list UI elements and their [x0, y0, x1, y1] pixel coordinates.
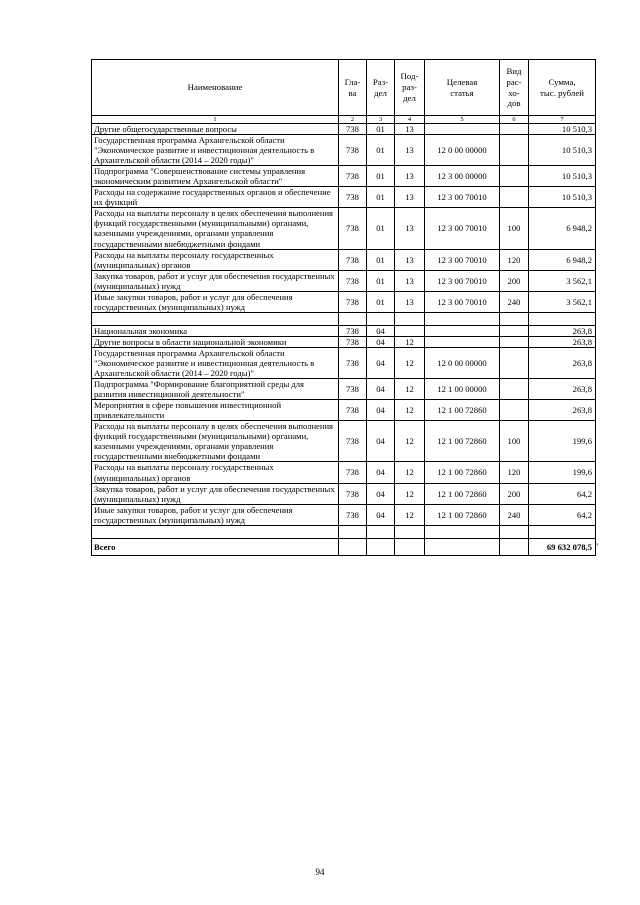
- row-podrazdel: 12: [395, 504, 425, 525]
- empty-cell: [425, 312, 500, 325]
- row-vid: 100: [500, 421, 529, 462]
- column-number-row: [92, 116, 596, 124]
- row-statya: 12 0 00 00000: [425, 347, 500, 378]
- total-sum-cell: [529, 538, 599, 555]
- empty-cell: [500, 538, 529, 555]
- empty-cell: [500, 525, 529, 538]
- header-vid: Вид рас- хо- дов: [500, 60, 529, 116]
- row-podrazdel: 12: [395, 379, 425, 400]
- empty-cell: [395, 538, 425, 555]
- total-label: Всего: [92, 538, 339, 555]
- row-vid: [500, 124, 529, 135]
- row-vid: [500, 166, 529, 187]
- row-podrazdel: 12: [395, 421, 425, 462]
- row-vid: [500, 325, 529, 336]
- empty-cell: [367, 538, 395, 555]
- row-glava: 738: [339, 124, 367, 135]
- empty-cell: [367, 312, 395, 325]
- row-vid: 100: [500, 208, 529, 249]
- row-statya: 12 3 00 70010: [425, 291, 500, 312]
- table-row: [92, 336, 596, 347]
- row-name: Другие общегосударственные вопросы: [92, 124, 339, 135]
- row-glava: 738: [339, 336, 367, 347]
- empty-cell: [367, 525, 395, 538]
- row-statya: 12 0 00 00000: [425, 135, 500, 166]
- row-summa: 10 510,3: [529, 124, 596, 135]
- row-name: Иные закупки товаров, работ и услуг для обеспечения государственных (муниципальных) нужд: [92, 291, 339, 312]
- table-body: [92, 124, 596, 539]
- empty-cell: [425, 525, 500, 538]
- row-name: Иные закупки товаров, работ и услуг для обеспечения государственных (муниципальных) нужд: [92, 504, 339, 525]
- row-razdel: 04: [367, 483, 395, 504]
- row-statya: 12 1 00 72860: [425, 504, 500, 525]
- total-sum: [546, 541, 599, 552]
- row-statya: 12 3 00 70010: [425, 187, 500, 208]
- row-vid: 240: [500, 504, 529, 525]
- row-name: Расходы на содержание государственных органов и обеспечение их функций: [92, 187, 339, 208]
- row-summa: 64,2: [529, 483, 596, 504]
- row-statya: 12 3 00 00000: [425, 166, 500, 187]
- row-razdel: 04: [367, 504, 395, 525]
- empty-cell: [339, 312, 367, 325]
- row-statya: 12 1 00 72860: [425, 483, 500, 504]
- row-razdel: 01: [367, 208, 395, 249]
- table-row: [92, 421, 596, 462]
- row-glava: 738: [339, 135, 367, 166]
- table-row: [92, 462, 596, 483]
- row-podrazdel: 13: [395, 208, 425, 249]
- table-row: [92, 124, 596, 135]
- table-row: [92, 400, 596, 421]
- table-row: [92, 483, 596, 504]
- row-name: Подпрограмма "Формирование благоприятной среды для развития инвестиционной деятельности": [92, 379, 339, 400]
- row-name: Расходы на выплаты персоналу государственных (муниципальных) органов: [92, 249, 339, 270]
- row-statya: [425, 124, 500, 135]
- row-statya: [425, 325, 500, 336]
- row-razdel: 04: [367, 325, 395, 336]
- row-name: Расходы на выплаты персоналу в целях обеспечения выполнения функций государственными (муниципальными) органами, казенными учреждениями, органами управления государственными внебюджетными фондами: [92, 421, 339, 462]
- closing-quote: ": [595, 541, 599, 551]
- row-glava: 738: [339, 421, 367, 462]
- header-statya: Целевая статья: [425, 60, 500, 116]
- row-summa: 3 562,1: [529, 270, 596, 291]
- row-summa: 263,8: [529, 336, 596, 347]
- table-head: [92, 60, 596, 124]
- row-razdel: 04: [367, 400, 395, 421]
- header-razdel: Раз- дел: [367, 60, 395, 116]
- column-number: 2: [339, 116, 367, 124]
- row-summa: 199,6: [529, 421, 596, 462]
- header-podrazdel: Под- раз- дел: [395, 60, 425, 116]
- row-razdel: 01: [367, 270, 395, 291]
- row-glava: 738: [339, 270, 367, 291]
- table-row: [92, 249, 596, 270]
- table-row: [92, 166, 596, 187]
- row-razdel: 04: [367, 347, 395, 378]
- row-razdel: 04: [367, 462, 395, 483]
- row-name: Национальная экономика: [92, 325, 339, 336]
- table-row: [92, 379, 596, 400]
- row-glava: 738: [339, 347, 367, 378]
- row-glava: 738: [339, 187, 367, 208]
- row-podrazdel: 12: [395, 347, 425, 378]
- row-vid: [500, 187, 529, 208]
- row-vid: [500, 347, 529, 378]
- row-name: Мероприятия в сфере повышения инвестиционной привлекательности: [92, 400, 339, 421]
- row-podrazdel: 13: [395, 187, 425, 208]
- empty-cell: [425, 538, 500, 555]
- row-name: Государственная программа Архангельской области "Экономическое развитие и инвестиционная деятельность в Архангельской области (2014 – 2020 годы)": [92, 347, 339, 378]
- row-summa: 199,6: [529, 462, 596, 483]
- row-summa: 10 510,3: [529, 135, 596, 166]
- row-podrazdel: 12: [395, 462, 425, 483]
- row-statya: 12 3 00 70010: [425, 249, 500, 270]
- table-foot: [92, 538, 599, 555]
- row-vid: 200: [500, 270, 529, 291]
- row-name: Закупка товаров, работ и услуг для обеспечения государственных (муниципальных) нужд: [92, 270, 339, 291]
- column-number: 4: [395, 116, 425, 124]
- row-name: Государственная программа Архангельской области "Экономическое развитие и инвестиционная деятельность в Архангельской области (2014 – 2020 годы)": [92, 135, 339, 166]
- row-summa: 6 948,2: [529, 208, 596, 249]
- blank-row: [92, 312, 596, 325]
- row-glava: 738: [339, 325, 367, 336]
- row-vid: 200: [500, 483, 529, 504]
- row-podrazdel: 13: [395, 135, 425, 166]
- row-summa: 263,8: [529, 379, 596, 400]
- page-number: 94: [315, 867, 325, 877]
- row-glava: 738: [339, 166, 367, 187]
- row-name: Закупка товаров, работ и услуг для обеспечения государственных (муниципальных) нужд: [92, 483, 339, 504]
- empty-cell: [92, 525, 339, 538]
- row-razdel: 01: [367, 249, 395, 270]
- blank-row: [92, 525, 596, 538]
- row-razdel: 01: [367, 135, 395, 166]
- empty-cell: [395, 312, 425, 325]
- row-vid: [500, 400, 529, 421]
- row-name: Расходы на выплаты персоналу государственных (муниципальных) органов: [92, 462, 339, 483]
- row-podrazdel: 12: [395, 400, 425, 421]
- row-razdel: 01: [367, 124, 395, 135]
- row-summa: 64,2: [529, 504, 596, 525]
- row-glava: 738: [339, 291, 367, 312]
- row-statya: 12 1 00 72860: [425, 400, 500, 421]
- empty-cell: [500, 312, 529, 325]
- column-number: 7: [529, 116, 596, 124]
- row-vid: [500, 135, 529, 166]
- row-statya: 12 1 00 72860: [425, 462, 500, 483]
- table-row: [92, 504, 596, 525]
- row-vid: [500, 379, 529, 400]
- row-razdel: 01: [367, 187, 395, 208]
- row-statya: 12 1 00 00000: [425, 379, 500, 400]
- row-razdel: 04: [367, 336, 395, 347]
- row-glava: 738: [339, 483, 367, 504]
- table-row: [92, 208, 596, 249]
- row-vid: 120: [500, 462, 529, 483]
- empty-cell: [529, 312, 596, 325]
- empty-cell: [395, 525, 425, 538]
- table-row: [92, 270, 596, 291]
- table-row: [92, 325, 596, 336]
- header-glava: Гла- ва: [339, 60, 367, 116]
- row-statya: 12 1 00 72860: [425, 421, 500, 462]
- row-podrazdel: 13: [395, 270, 425, 291]
- row-glava: 738: [339, 462, 367, 483]
- header-name: Наименование: [92, 60, 339, 116]
- row-statya: 12 3 00 70010: [425, 270, 500, 291]
- table-row: [92, 187, 596, 208]
- row-podrazdel: 13: [395, 249, 425, 270]
- row-razdel: 04: [367, 379, 395, 400]
- empty-cell: [529, 525, 596, 538]
- row-summa: 263,8: [529, 400, 596, 421]
- header-row: [92, 60, 596, 116]
- row-name: Подпрограмма "Совершенствование системы управления экономическим развитием Архангельской области": [92, 166, 339, 187]
- column-number: 6: [500, 116, 529, 124]
- total-row: [92, 538, 596, 555]
- row-statya: 12 3 00 70010: [425, 208, 500, 249]
- empty-cell: [92, 312, 339, 325]
- row-glava: 738: [339, 249, 367, 270]
- row-podrazdel: [395, 325, 425, 336]
- row-vid: [500, 336, 529, 347]
- table-row: [92, 135, 596, 166]
- table-row: [92, 291, 596, 312]
- row-podrazdel: 13: [395, 291, 425, 312]
- header-summa: Сумма, тыс. рублей: [529, 60, 596, 116]
- row-vid: 120: [500, 249, 529, 270]
- row-razdel: 04: [367, 421, 395, 462]
- row-glava: 738: [339, 379, 367, 400]
- row-name: Расходы на выплаты персоналу в целях обеспечения выполнения функций государственными (муниципальными) органами, казенными учреждениями, органами управления государственными внебюджетными фондами: [92, 208, 339, 249]
- total-sum-value: 69 632 078,5: [546, 541, 592, 552]
- row-summa: 263,8: [529, 325, 596, 336]
- row-summa: 6 948,2: [529, 249, 596, 270]
- column-number: 3: [367, 116, 395, 124]
- row-statya: [425, 336, 500, 347]
- row-razdel: 01: [367, 291, 395, 312]
- column-number: 5: [425, 116, 500, 124]
- row-podrazdel: 12: [395, 336, 425, 347]
- row-name: Другие вопросы в области национальной экономики: [92, 336, 339, 347]
- empty-cell: [339, 538, 367, 555]
- row-glava: 738: [339, 208, 367, 249]
- row-summa: 3 562,1: [529, 291, 596, 312]
- empty-cell: [339, 525, 367, 538]
- row-podrazdel: 13: [395, 124, 425, 135]
- row-summa: 263,8: [529, 347, 596, 378]
- row-glava: 738: [339, 504, 367, 525]
- row-vid: 240: [500, 291, 529, 312]
- table-row: [92, 347, 596, 378]
- row-podrazdel: 13: [395, 166, 425, 187]
- column-number: 1: [92, 116, 339, 124]
- row-glava: 738: [339, 400, 367, 421]
- row-summa: 10 510,3: [529, 187, 596, 208]
- row-razdel: 01: [367, 166, 395, 187]
- row-summa: 10 510,3: [529, 166, 596, 187]
- budget-table: [91, 59, 599, 556]
- row-podrazdel: 12: [395, 483, 425, 504]
